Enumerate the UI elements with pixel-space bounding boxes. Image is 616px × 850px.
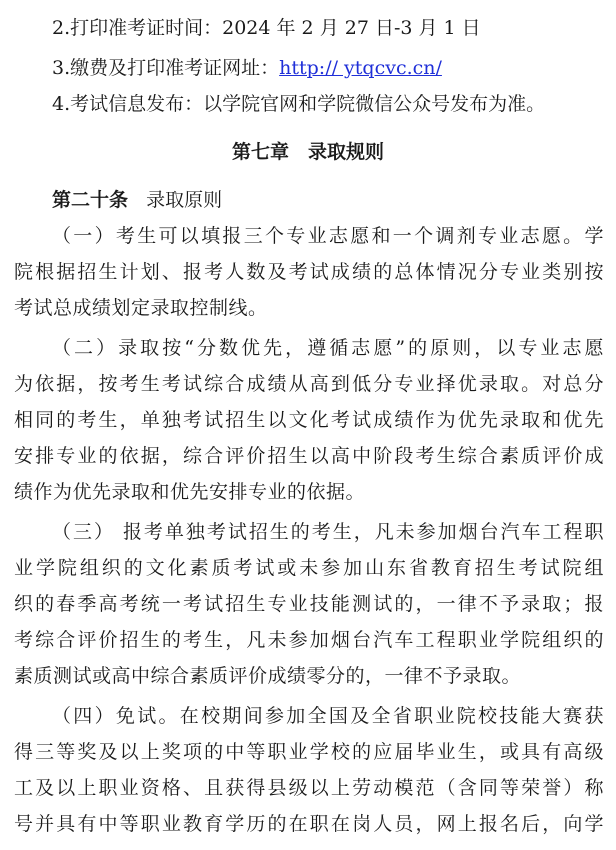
paragraph-2-line-4: 安排专业的依据，综合评价招生以高中阶段考生综合素质评价成 bbox=[14, 445, 604, 467]
paragraph-4-line-3: 工及以上职业资格、且获得县级以上劳动模范（含同等荣誉）称 bbox=[14, 777, 604, 799]
paragraph-2-line-1: （二）录取按“分数优先，遵循志愿”的原则，以专业志愿 bbox=[52, 337, 604, 359]
paragraph-1-line-3: 考试总成绩划定录取控制线。 bbox=[14, 297, 268, 319]
paragraph-2-line-5: 绩作为优先录取和优先安排专业的依据。 bbox=[14, 481, 366, 503]
list-item-payment-url bbox=[52, 56, 442, 80]
payment-url-label: 3.缴费及打印准考证网址： bbox=[52, 57, 280, 79]
paragraph-3-line-5: 素质测试或高中综合素质评价成绩零分的，一律不予录取。 bbox=[14, 665, 522, 687]
article-number: 第二十条 bbox=[52, 189, 129, 211]
article-heading bbox=[52, 188, 222, 212]
article-title: 录取原则 bbox=[146, 189, 223, 211]
list-item-print-time: 2.打印准考证时间：2024 年 2 月 27 日-3 月 1 日 bbox=[52, 17, 481, 39]
paragraph-4-line-1: （四）免试。在校期间参加全国及全省职业院校技能大赛获 bbox=[52, 705, 604, 727]
paragraph-3-line-1: （三） 报考单独考试招生的考生，凡未参加烟台汽车工程职 bbox=[52, 521, 604, 543]
paragraph-2-line-2: 为依据，按考生考试综合成绩从高到低分专业择优录取。对总分 bbox=[14, 373, 604, 395]
paragraph-3-line-2: 业学院组织的文化素质考试或未参加山东省教育招生考试院组 bbox=[14, 557, 604, 579]
list-item-info-release: 4.考试信息发布：以学院官网和学院微信公众号发布为准。 bbox=[52, 93, 546, 115]
paragraph-2-line-3: 相同的考生，单独考试招生以文化考试成绩作为优先录取和优先 bbox=[14, 409, 604, 431]
paragraph-4-line-2: 得三等奖及以上奖项的中等职业学校的应届毕业生，或具有高级 bbox=[14, 741, 604, 763]
paragraph-3-line-3: 织的春季高考统一考试招生专业技能测试的，一律不予录取；报 bbox=[14, 593, 604, 615]
paragraph-3-line-4: 考综合评价招生的考生，凡未参加烟台汽车工程职业学院组织的 bbox=[14, 629, 604, 651]
chapter-title: 第七章 录取规则 bbox=[231, 141, 384, 163]
paragraph-1-line-2: 院根据招生计划、报考人数及考试成绩的总体情况分专业类别按 bbox=[14, 261, 604, 283]
payment-url-link[interactable]: http:// ytqcvc.cn/ bbox=[279, 57, 442, 79]
paragraph-4-line-4: 号并具有中等职业教育学历的在职在岗人员，网上报名后，向学 bbox=[14, 813, 604, 835]
paragraph-1-line-1: （一）考生可以填报三个专业志愿和一个调剂专业志愿。学 bbox=[52, 225, 604, 247]
